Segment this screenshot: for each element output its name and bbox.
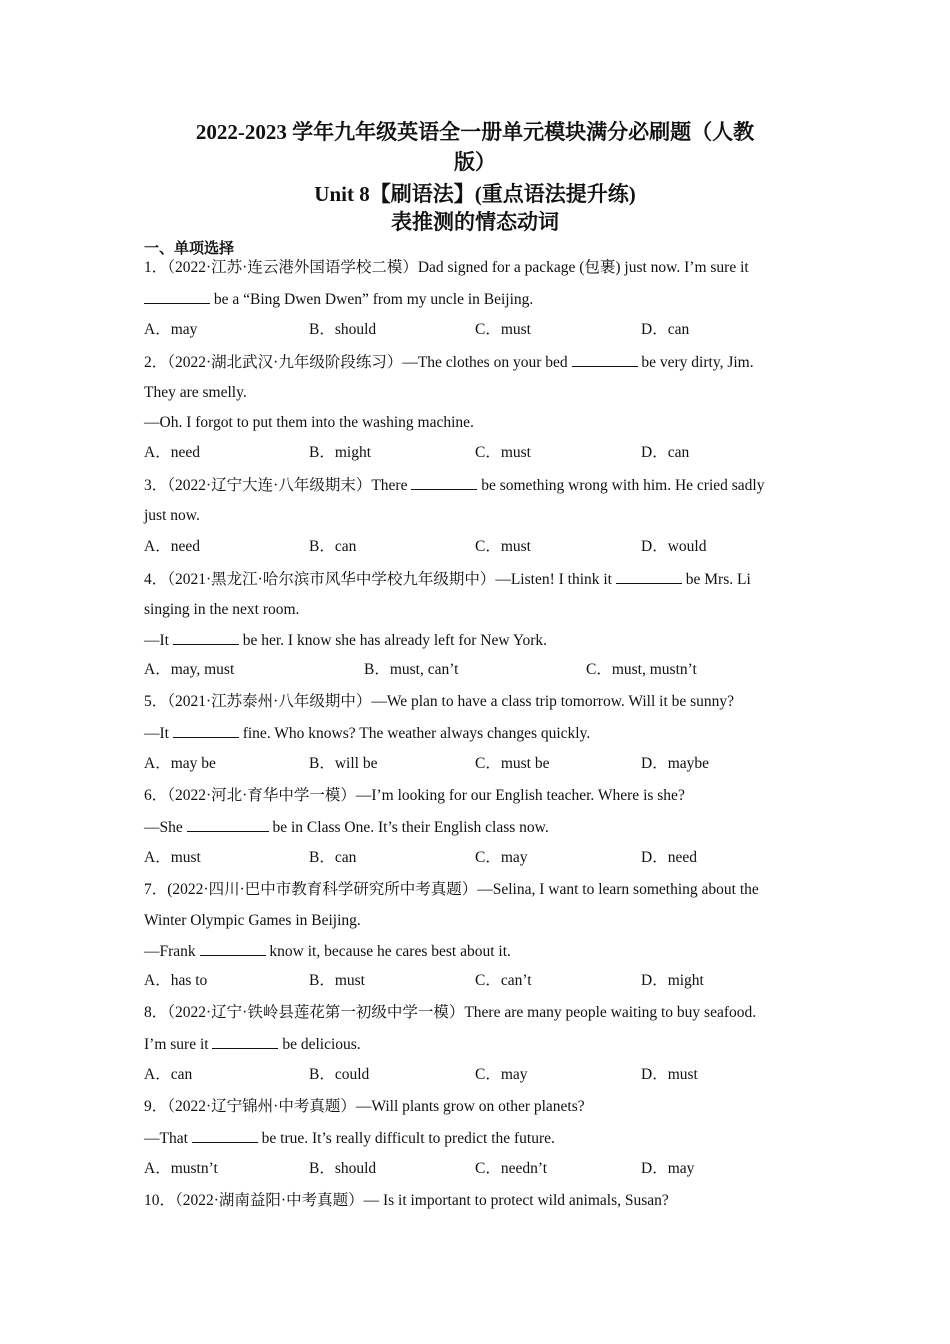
question-6-line-1	[144, 786, 814, 806]
question-9-options	[144, 1159, 814, 1179]
question-text: be very dirty, Jim.	[637, 354, 754, 371]
option-d[interactable]: D．need	[641, 849, 697, 866]
title-line-4: 表推测的情态动词	[391, 210, 559, 234]
option-a[interactable]: A．mustn’t	[144, 1160, 218, 1177]
option-b[interactable]: B．must, can’t	[364, 661, 459, 678]
question-text: 8．（2022·辽宁·铁岭县莲花第一初级中学一模）There are many people waiting to buy seafood.	[144, 1004, 757, 1021]
question-text: 3．（2022·辽宁大连·八年级期末）There	[144, 477, 412, 494]
question-7-line-2	[144, 911, 814, 931]
title-line-2: 版）	[454, 150, 496, 174]
option-b[interactable]: B．might	[309, 444, 372, 461]
question-4-line-1	[144, 569, 814, 590]
question-text: —She	[144, 819, 187, 836]
question-8-line-1	[144, 1003, 814, 1023]
question-text: know it, because he cares best about it.	[265, 943, 511, 960]
option-d[interactable]: D．maybe	[641, 755, 710, 772]
answer-blank	[192, 1128, 258, 1143]
option-b[interactable]: B．should	[309, 1160, 377, 1177]
question-1-line-1	[144, 258, 814, 278]
question-text: 2．（2022·湖北武汉·九年级阶段练习）—The clothes on your bed	[144, 354, 572, 371]
question-7-line-1	[144, 880, 814, 900]
title-line-3: Unit 8【刷语法】(重点语法提升练)	[314, 182, 636, 206]
option-a[interactable]: A．has to	[144, 972, 208, 989]
option-d[interactable]: D．may	[641, 1160, 695, 1177]
option-c[interactable]: C．can’t	[475, 972, 532, 989]
option-a[interactable]: A．may, must	[144, 661, 235, 678]
option-a[interactable]: A．may be	[144, 755, 216, 772]
answer-blank	[173, 630, 239, 645]
option-b[interactable]: B．could	[309, 1066, 370, 1083]
question-5-line-2	[144, 723, 814, 744]
question-text: —It	[144, 632, 173, 649]
answer-blank	[200, 941, 266, 956]
question-text: be something wrong with him. He cried sadly	[477, 477, 765, 494]
question-1-options	[144, 320, 814, 340]
option-c[interactable]: C．must	[475, 321, 531, 338]
question-10-line-1	[144, 1191, 814, 1211]
question-3-line-1	[144, 475, 814, 496]
question-2-options	[144, 443, 814, 463]
question-text: be her. I know she has already left for New York.	[238, 632, 548, 649]
section-heading: 一、单项选择	[144, 241, 235, 257]
question-text: fine. Who knows? The weather always changes quickly.	[238, 725, 591, 742]
question-text: 10．（2022·湖南益阳·中考真题）— Is it important to protect wild animals, Susan?	[144, 1192, 669, 1209]
option-c[interactable]: C．may	[475, 849, 528, 866]
question-text: be Mrs. Li	[681, 571, 751, 588]
question-text: 9．（2022·辽宁锦州·中考真题）—Will plants grow on other planets?	[144, 1098, 585, 1115]
option-d[interactable]: D．might	[641, 972, 704, 989]
option-b[interactable]: B．must	[309, 972, 365, 989]
question-4-options	[144, 660, 814, 680]
question-text: be true. It’s really difficult to predict the future.	[257, 1130, 555, 1147]
option-d[interactable]: D．can	[641, 444, 690, 461]
question-6-options	[144, 848, 814, 868]
option-b[interactable]: B．will be	[309, 755, 378, 772]
option-a[interactable]: A．need	[144, 444, 200, 461]
answer-blank	[187, 817, 269, 832]
answer-blank	[173, 723, 239, 738]
question-text: —It	[144, 725, 173, 742]
question-2-line-3	[144, 413, 814, 433]
question-3-options	[144, 537, 814, 557]
option-c[interactable]: C．must be	[475, 755, 550, 772]
question-text: 6．（2022·河北·育华中学一模）—I’m looking for our English teacher. Where is she?	[144, 787, 685, 804]
option-c[interactable]: C．must, mustn’t	[586, 661, 697, 678]
question-9-line-1	[144, 1097, 814, 1117]
option-b[interactable]: B．can	[309, 849, 357, 866]
question-text: 4．（2021·黑龙江·哈尔滨市风华中学校九年级期中）—Listen! I think it	[144, 571, 616, 588]
question-text: 7．(2022·四川·巴中市教育科学研究所中考真题）—Selina, I want to learn something about the	[144, 881, 759, 898]
question-3-line-2	[144, 506, 814, 526]
option-c[interactable]: C．may	[475, 1066, 528, 1083]
option-b[interactable]: B．can	[309, 538, 357, 555]
question-6-line-2	[144, 817, 814, 838]
question-text: —Frank	[144, 943, 200, 960]
question-text: Winter Olympic Games in Beijing.	[144, 912, 361, 929]
question-text: —Oh. I forgot to put them into the washing machine.	[144, 414, 474, 431]
question-9-line-2	[144, 1128, 814, 1149]
question-5-line-1	[144, 692, 814, 712]
answer-blank	[144, 289, 210, 304]
question-4-line-2	[144, 600, 814, 620]
option-c[interactable]: C．needn’t	[475, 1160, 548, 1177]
option-d[interactable]: D．can	[641, 321, 690, 338]
question-7-line-3	[144, 941, 814, 962]
question-text: be a “Bing Dwen Dwen” from my uncle in Beijing.	[210, 291, 534, 308]
answer-blank	[616, 569, 682, 584]
question-text: —That	[144, 1130, 192, 1147]
answer-blank	[212, 1034, 278, 1049]
option-a[interactable]: A．must	[144, 849, 201, 866]
option-c[interactable]: C．must	[475, 538, 531, 555]
question-5-options	[144, 754, 814, 774]
option-a[interactable]: A．need	[144, 538, 200, 555]
answer-blank	[411, 475, 477, 490]
question-text: 1．（2022·江苏·连云港外国语学校二模）Dad signed for a package (包裹) just now. I’m sure it	[144, 259, 749, 276]
question-text: be in Class One. It’s their English class now.	[268, 819, 549, 836]
option-a[interactable]: A．can	[144, 1066, 193, 1083]
question-8-line-2	[144, 1034, 814, 1055]
option-d[interactable]: D．would	[641, 538, 707, 555]
question-text: 5．（2021·江苏泰州·八年级期中）—We plan to have a class trip tomorrow. Will it be sunny?	[144, 693, 735, 710]
option-d[interactable]: D．must	[641, 1066, 698, 1083]
question-7-options	[144, 971, 814, 991]
question-2-line-1	[144, 352, 814, 373]
question-text: singing in the next room.	[144, 601, 300, 618]
question-text: be delicious.	[278, 1036, 361, 1053]
option-a[interactable]: A．may	[144, 321, 198, 338]
question-text: They are smelly.	[144, 384, 247, 401]
option-c[interactable]: C．must	[475, 444, 531, 461]
option-b[interactable]: B．should	[309, 321, 377, 338]
question-4-line-3	[144, 630, 814, 651]
question-1-line-2	[144, 289, 814, 310]
question-text: just now.	[144, 507, 200, 524]
answer-blank	[572, 352, 638, 367]
title-line-1: 2022-2023 学年九年级英语全一册单元模块满分必刷题（人教	[195, 120, 755, 144]
question-2-line-2	[144, 383, 814, 403]
question-text: I’m sure it	[144, 1036, 213, 1053]
question-8-options	[144, 1065, 814, 1085]
